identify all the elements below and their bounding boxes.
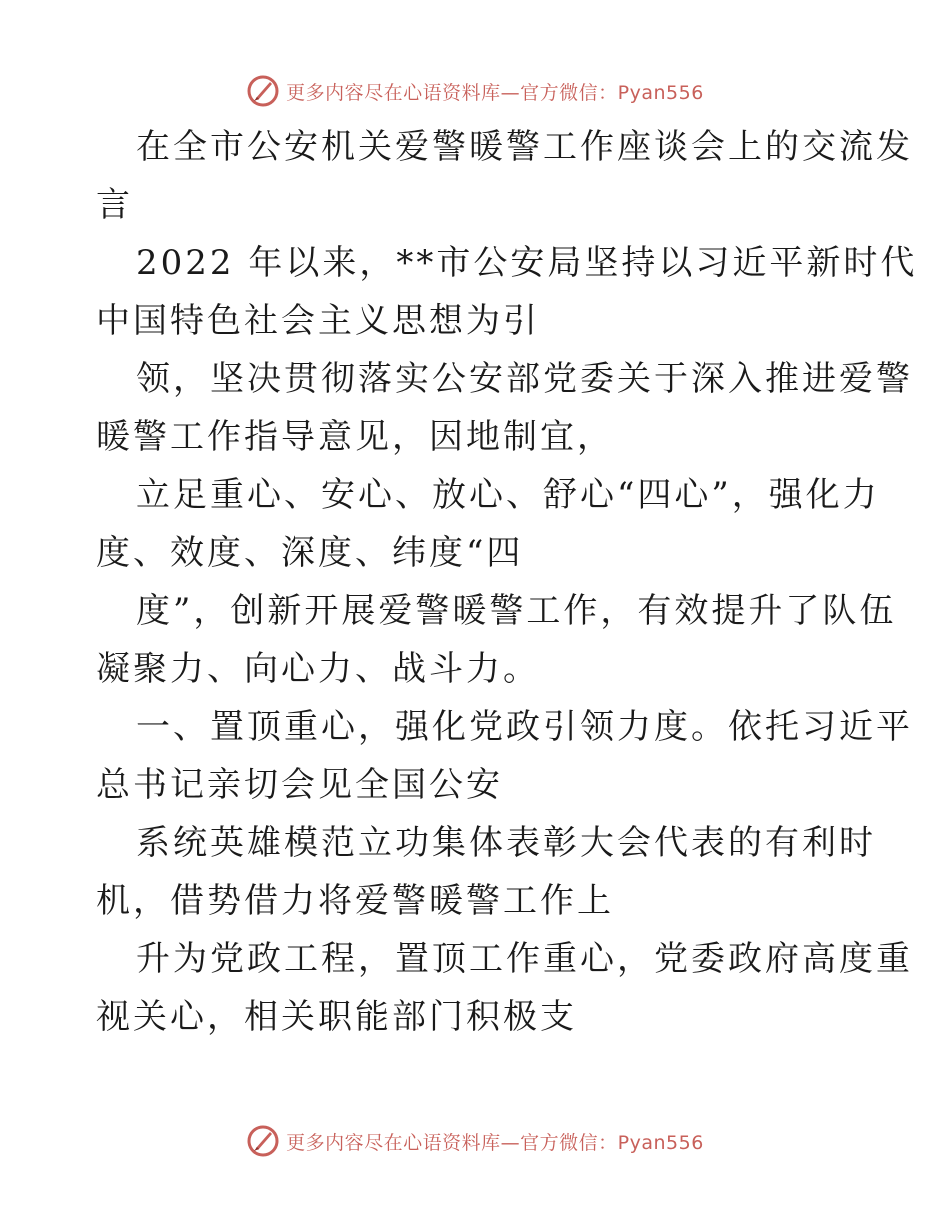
text-line: 在全市公安机关爱警暖警工作座谈会上的交流发 xyxy=(136,127,913,167)
text-line: 视关心，相关职能部门积极支 xyxy=(96,997,577,1037)
quill-logo-icon xyxy=(246,74,280,108)
text-line: 一、置顶重心，强化党政引领力度。依托习近平 xyxy=(136,707,913,747)
watermark-text: 更多内容尽在心语资料库—官方微信：Pyan556 xyxy=(286,1131,704,1154)
quill-logo-icon xyxy=(246,1124,280,1158)
text-line: 领，坚决贯彻落实公安部党委关于深入推进爱警 xyxy=(136,359,913,399)
text-line: 中国特色社会主义思想为引 xyxy=(96,301,540,341)
watermark-text: 更多内容尽在心语资料库—官方微信：Pyan556 xyxy=(286,81,704,104)
text-line: 言 xyxy=(96,185,133,225)
text-line: 立足重心、安心、放心、舒心“四心”，强化力 xyxy=(136,475,880,515)
text-line: 系统英雄模范立功集体表彰大会代表的有利时 xyxy=(136,823,876,863)
text-line: 度”，创新开展爱警暖警工作，有效提升了队伍 xyxy=(136,591,897,631)
text-line: 暖警工作指导意见，因地制宜， xyxy=(96,417,614,457)
footer-watermark xyxy=(0,1124,950,1158)
text-line: 机，借势借力将爱警暖警工作上 xyxy=(96,881,614,921)
text-line: 升为党政工程，置顶工作重心，党委政府高度重 xyxy=(136,939,913,979)
header-watermark xyxy=(0,74,950,108)
document-body xyxy=(96,118,918,1046)
text-line: 凝聚力、向心力、战斗力。 xyxy=(96,649,540,689)
text-line: 总书记亲切会见全国公安 xyxy=(96,765,503,805)
text-line: 2022 年以来，**市公安局坚持以习近平新时代 xyxy=(136,243,918,283)
text-line: 度、效度、深度、纬度“四 xyxy=(96,533,524,573)
